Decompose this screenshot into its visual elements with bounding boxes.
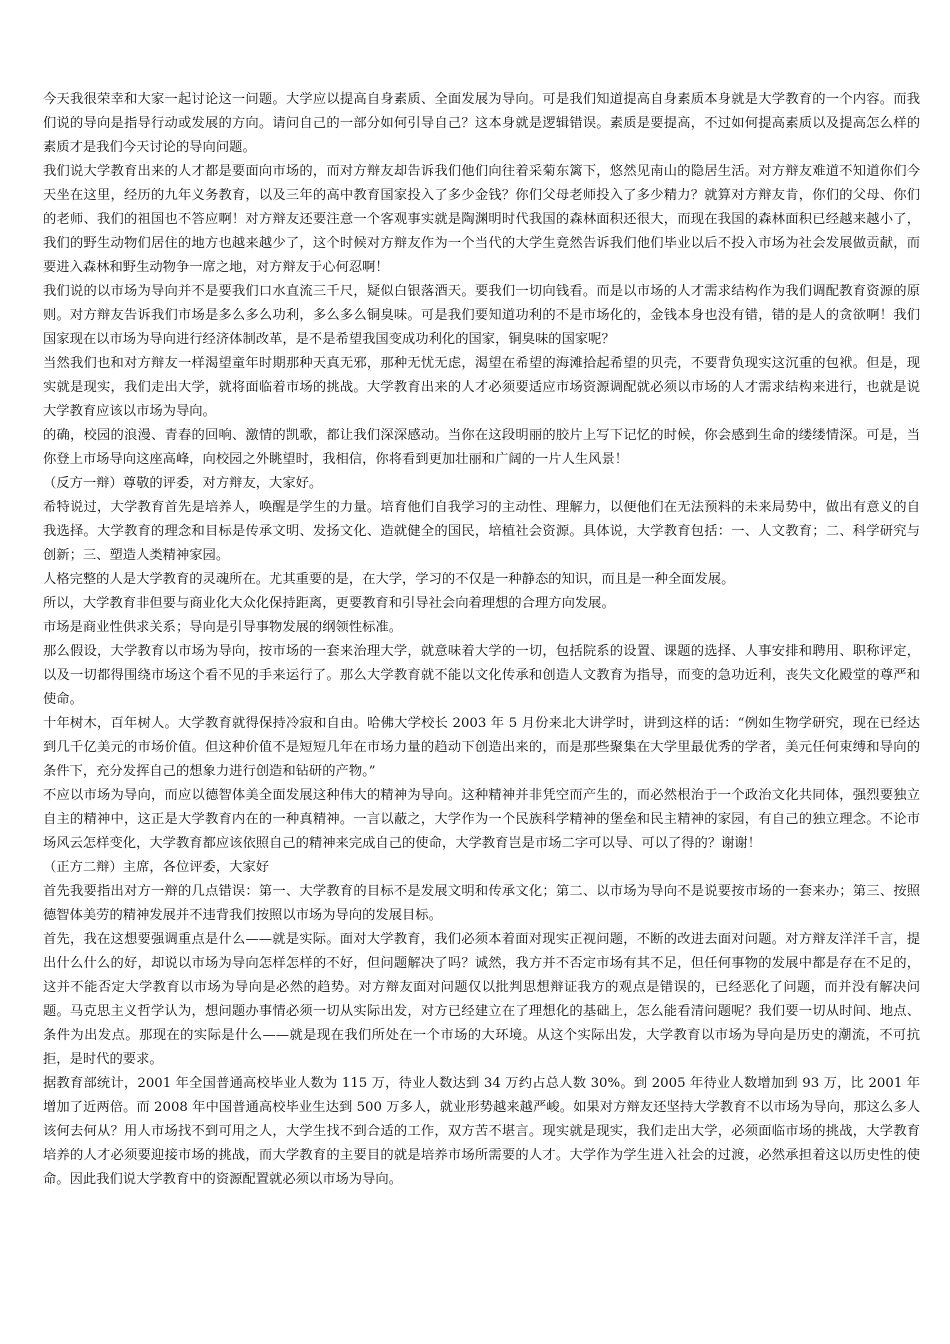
document-body	[43, 88, 920, 1192]
paragraph: 那么假设，大学教育以市场为导向，按市场的一套来治理大学，就意味着大学的一切，包括院系的设置、课题的选择、人事安排和聘用、职称评定，以及一切都得围绕市场这个看不见的手来运行了。那么大学教育就不能以文化传承和创造人文教育为指导，而变的急功近利，丧失文化殿堂的尊严和使命。	[43, 644, 920, 707]
paragraph: 所以，大学教育非但要与商业化大众化保持距离，更要教育和引导社会向着理想的合理方向发展。	[43, 596, 615, 611]
paragraph: 我们说的以市场为导向并不是要我们口水直流三千尺，疑似白银落酒天。要我们一切向钱看。而是以市场的人才需求结构作为我们调配教育资源的原则。对方辩友告诉我们市场是多么多么功利，多么多么铜臭味。可是我们要知道功利的不是市场化的，金钱本身也没有错，错的是人的贪欲啊！我们国家现在以市场为导向进行经济体制改革，是不是希望我国变成功利化的国家，铜臭味的国家呢？	[43, 284, 920, 347]
paragraph: 不应以市场为导向，而应以德智体美全面发展这种伟大的精神为导向。这种精神并非凭空而产生的，而必然根治于一个政治文化共同体，强烈要独立自主的精神中，这正是大学教育内在的一种真精神。一言以蔽之，大学作为一个民族科学精神的堡垒和民主精神的家园，有自己的独立理念。不论市场风云怎样变化，大学教育都应该依照自己的精神来完成自己的使命，大学教育岂是市场二字可以导、可以了得的？谢谢！	[43, 788, 920, 851]
paragraph: 首先，我在这想要强调重点是什么——就是实际。面对大学教育，我们必须本着面对现实正视问题，不断的改进去面对问题。对方辩友洋洋千言，提出什么什么的好，却说以市场为导向怎样怎样的不好，但问题解决了吗？诚然，我方并不否定市场有其不足，但任何事物的发展中都是存在不足的，这并不能否定大学教育以市场为导向是必然的趋势。对方辩友面对问题仅以批判思想辩证我方的观点是错误的，已经恶化了问题，而并没有解决问题。马克思主义哲学认为，想问题办事情必须一切从实际出发，对方已经建立在了理想化的基础上，怎么能看清问题呢？我们要一切从时间、地点、条件为出发点。那现在的实际是什么——就是现在我们所处在一个市场的大环境。从这个实际出发，大学教育以市场为导向是历史的潮流，不可抗拒，是时代的要求。	[43, 932, 920, 1067]
paragraph: 今天我很荣幸和大家一起讨论这一问题。大学应以提高自身素质、全面发展为导向。可是我们知道提高自身素质本身就是大学教育的一个内容。而我们说的导向是指导行动或发展的方向。请问自己的一部分如何引导自己？这本身就是逻辑错误。素质是要提高，不过如何提高素质以及提高怎么样的素质才是我们今天讨论的导向问题。	[43, 92, 920, 155]
paragraph: 市场是商业性供求关系；导向是引导事物发展的纲领性标准。	[43, 620, 403, 635]
speaker-heading: （正方二辩）主席，各位评委，大家好	[43, 860, 270, 875]
paragraph: 当然我们也和对方辩友一样渴望童年时期那种天真无邪，那种无忧无虑，渴望在希望的海滩拾起希望的贝壳，不要背负现实这沉重的包袱。但是，现实就是现实，我们走出大学，就将面临着市场的挑战。大学教育出来的人才必须要适应市场资源调配就必须以市场的人才需求结构来进行，也就是说大学教育应该以市场为导向。	[43, 356, 920, 419]
paragraph: 希特说过，大学教育首先是培养人，唤醒是学生的力量。培育他们自我学习的主动性、理解力，以便他们在无法预料的未来局势中，做出有意义的自我选择。大学教育的理念和目标是传承文明、发扬文化、造就健全的国民，培植社会资源。具体说，大学教育包括：一、人文教育；二、科学研究与创新；三、塑造人类精神家园。	[43, 500, 920, 563]
paragraph: 首先我要指出对方一辩的几点错误：第一、大学教育的目标不是发展文明和传承文化；第二、以市场为导向不是说要按市场的一套来办；第三、按照德智体美劳的精神发展并不违背我们按照以市场为导向的发展目标。	[43, 884, 920, 923]
paragraph: 的确，校园的浪漫、青春的回响、激情的凯歌，都让我们深深感动。当你在这段明丽的胶片上写下记忆的时候，你会感到生命的缕缕情深。可是，当你登上市场导向这座高峰，向校园之外眺望时，我相信，你将看到更加壮丽和广阔的一片人生风景！	[43, 428, 920, 467]
paragraph: 据教育部统计，2001 年全国普通高校毕业人数为 115 万，待业人数达到 34 万约占总人数 30%。到 2005 年待业人数增加到 93 万，比 2001 年增加了近两倍。而 2008 年中国普通高校毕业生达到 500 万多人，就业形势越来越严峻。如果对方辩友还坚持大学教育不以市场为导向，那这么多人该何去何从？用人市场找不到可用之人，大学生找不到合适的工作，双方苦不堪言。现实就是现实，我们走出大学，必须面临市场的挑战，大学教育培养的人才必须要迎接市场的挑战，而大学教育的主要目的就是培养市场所需要的人才。大学作为学生进入社会的过渡，必然承担着这以历史性的使命。因此我们说大学教育中的资源配置就必须以市场为导向。	[43, 1076, 920, 1187]
paragraph: 我们说大学教育出来的人才都是要面向市场的，而对方辩友却告诉我们他们向往着采菊东篱下，悠然见南山的隐居生活。对方辩友难道不知道你们今天坐在这里，经历的九年义务教育，以及三年的高中教育国家投入了多少金钱？你们父母老师投入了多少精力？就算对方辩友肯，你们的父母、你们的老师、我们的祖国也不答应啊！对方辩友还要注意一个客观事实就是陶渊明时代我国的森林面积还很大，而现在我国的森林面积已经越来越小了，我们的野生动物们居住的地方也越来越少了，这个时候对方辩友作为一个当代的大学生竟然告诉我们他们毕业以后不投入市场为社会发展做贡献，而要进入森林和野生动物争一席之地，对方辩友于心何忍啊！	[43, 164, 920, 275]
speaker-heading: （反方一辩）尊敬的评委，对方辩友，大家好。	[43, 476, 323, 491]
paragraph: 十年树木，百年树人。大学教育就得保持冷寂和自由。哈佛大学校长 2003 年 5 月份来北大讲学时，讲到这样的话：“例如生物学研究，现在已经达到几千亿美元的市场价值。但这种价值不是短短几年在市场力量的趋动下创造出来的，而是那些聚集在大学里最优秀的学者，美元任何束缚和导向的条件下，充分发挥自己的想象力进行创造和钻研的产物。”	[43, 716, 920, 779]
paragraph: 人格完整的人是大学教育的灵魂所在。尤其重要的是，在大学，学习的不仅是一种静态的知识，而且是一种全面发展。	[43, 572, 735, 587]
